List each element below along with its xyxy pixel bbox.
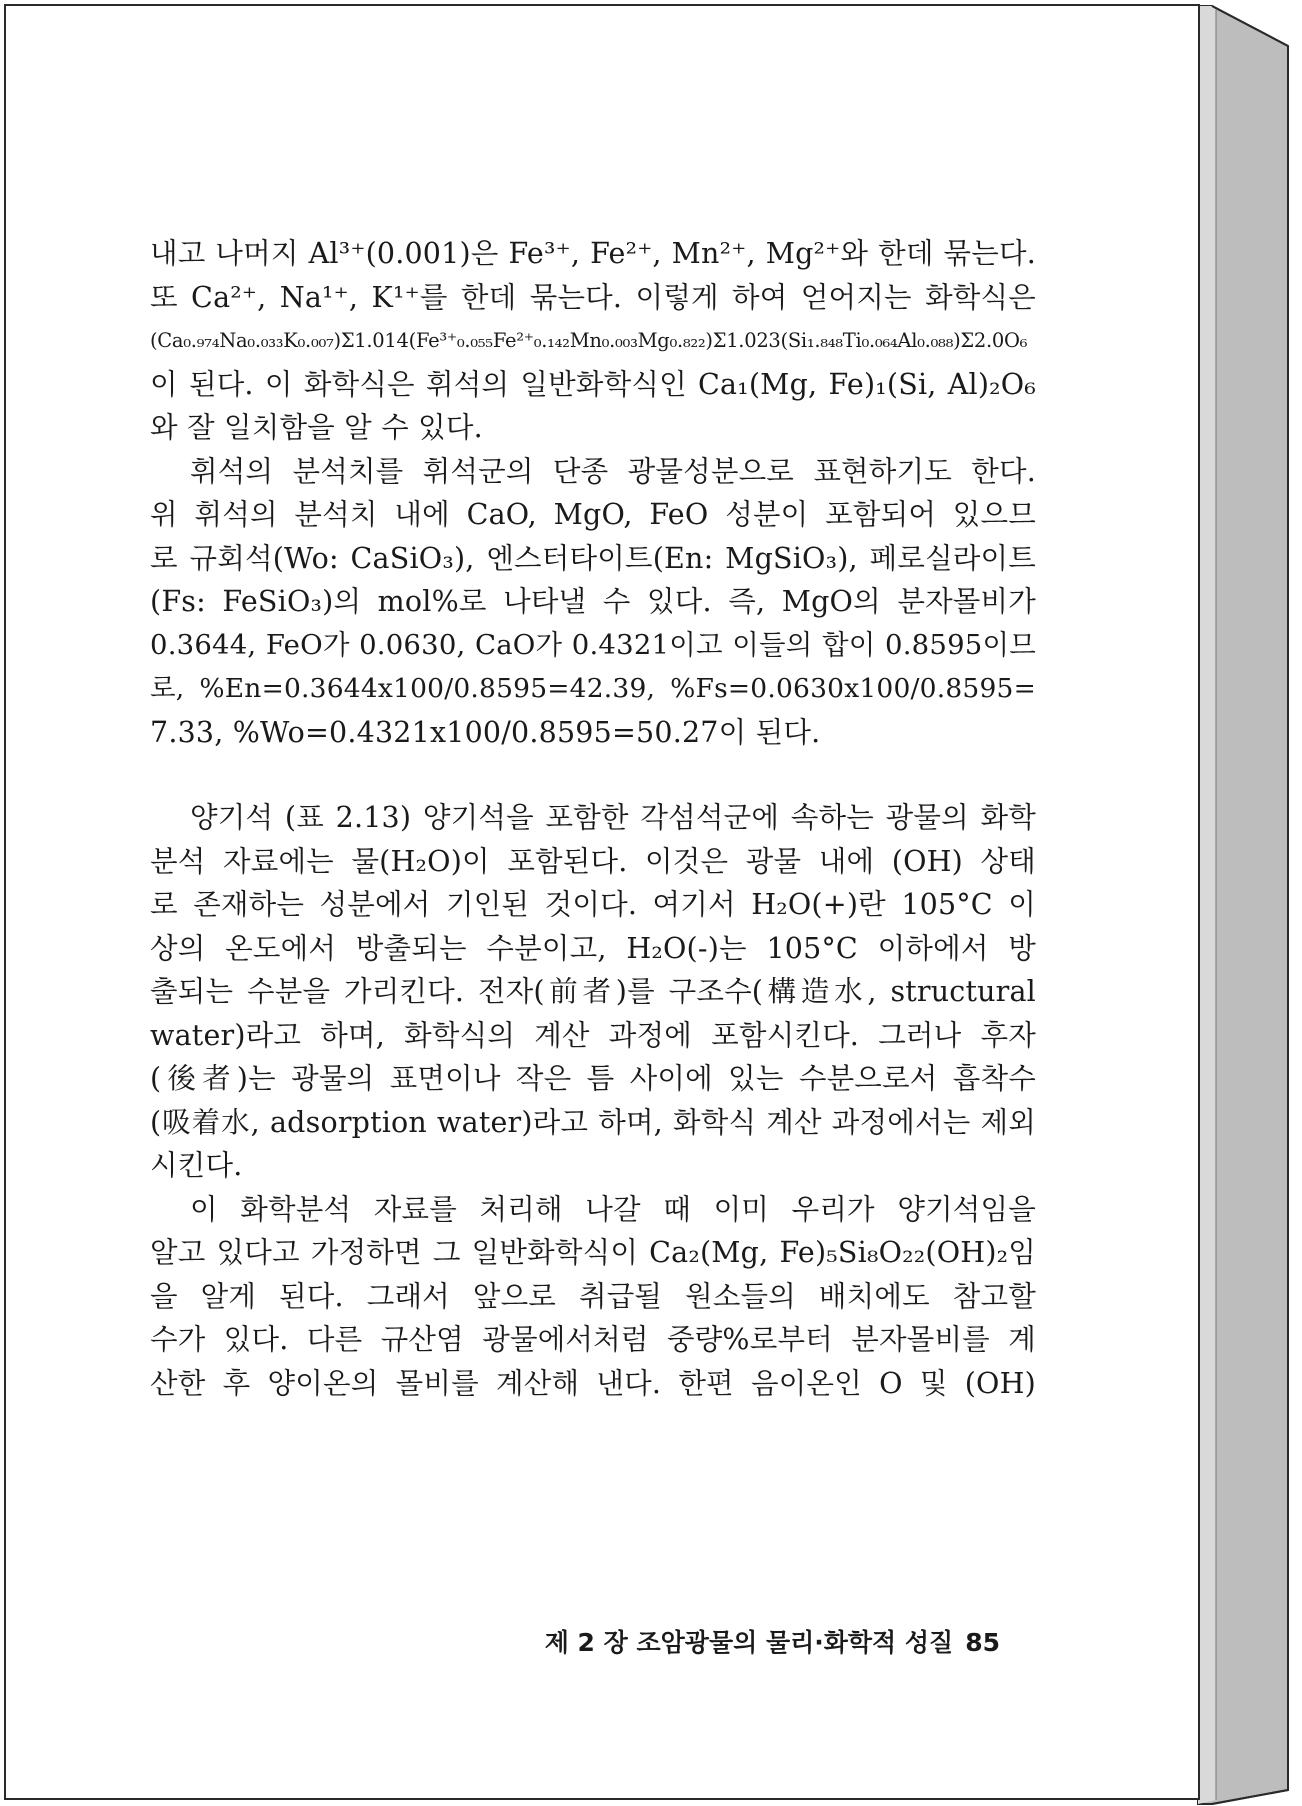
text-line: 수가 있다. 다른 규산염 광물에서처럼 중량%로부터 분자몰비를 계 [150, 1323, 1036, 1356]
text-line: 로, %En=0.3644x100/0.8595=42.39, %Fs=0.0630x100/0.8595= [150, 673, 1036, 704]
text-line: 7.33, %Wo=0.4321x100/0.8595=50.27이 된다. [150, 715, 821, 749]
text-line: 양기석 (표 2.13) 양기석을 포함한 각섬석군에 속하는 광물의 화학 [190, 801, 1036, 834]
text-line: 분석 자료에는 물(H₂O)이 포함된다. 이것은 광물 내에 (OH) 상태 [150, 844, 1036, 878]
text-line: 산한 후 양이온의 몰비를 계산해 낸다. 한편 음이온인 O 및 (OH) [150, 1366, 1036, 1400]
text-line: (Fs: FeSiO₃)의 mol%로 나타낼 수 있다. 즉, MgO의 분자몰비가 [150, 585, 1036, 618]
text-line: 출되는 수분을 가리킨다. 전자(前者)를 구조수(構造水, structural [150, 975, 1036, 1008]
text-line: (吸着水, adsorption water)라고 하며, 화학식 계산 과정에서는 제외 [150, 1105, 1036, 1139]
paragraph-endmember [150, 450, 1036, 755]
body-text [150, 232, 1036, 1405]
text-line: water)라고 하며, 화학식의 계산 과정에 포함시킨다. 그러나 후자 [150, 1018, 1036, 1052]
text-line: 이 화학분석 자료를 처리해 나갈 때 이미 우리가 양기석임을 [190, 1192, 1036, 1226]
chapter-title: 제 2 장 조암광물의 물리·화학적 성질 [544, 1628, 954, 1657]
text-line: 시킨다. [150, 1149, 243, 1182]
paragraph-processing [150, 1188, 1036, 1406]
text-line: 또 Ca²⁺, Na¹⁺, K¹⁺를 한데 묶는다. 이렇게 하여 얻어지는 화학식은 [150, 280, 1036, 314]
text-line: 위 휘석의 분석치 내에 CaO, MgO, FeO 성분이 포함되어 있으므 [150, 498, 1036, 531]
text-line: 0.3644, FeO가 0.0630, CaO가 0.4321이고 이들의 합이 0.8595이므 [150, 628, 1036, 661]
text-line: 이 된다. 이 화학식은 휘석의 일반화학식인 Ca₁(Mg, Fe)₁(Si, Al)₂O₆ [150, 367, 1036, 401]
text-line: 을 알게 된다. 그래서 앞으로 취급될 원소들의 배치에도 참고할 [150, 1279, 1036, 1313]
text-line: 로 규회석(Wo: CaSiO₃), 엔스터타이트(En: MgSiO₃), 페로실라이트 [150, 541, 1036, 575]
text-line: 와 잘 일치함을 알 수 있다. [150, 411, 483, 444]
paragraph-amphibole [150, 796, 1036, 1188]
text-line: 알고 있다고 가정하면 그 일반화학식이 Ca₂(Mg, Fe)₅Si₈O₂₂(OH)₂임 [150, 1236, 1036, 1269]
text-line: (後者)는 광물의 표면이나 작은 틈 사이에 있는 수분으로서 흡착수 [150, 1062, 1036, 1095]
paragraph-formula [150, 232, 1036, 450]
text-line: 휘석의 분석치를 휘석군의 단종 광물성분으로 표현하기도 한다. [190, 454, 1036, 488]
page-number: 85 [965, 1628, 1000, 1657]
paragraph-gap [150, 754, 1036, 796]
text-line: (Ca₀.₉₇₄Na₀.₀₃₃K₀.₀₀₇)Σ1.014(Fe³⁺₀.₀₅₅Fe²⁺₀.₁₄₂Mn₀.₀₀₃Mg₀.₈₂₂)Σ1.023(Si₁.₈₄₈Ti₀.₀₆₄Al₀.₀₈₈)Σ2.0O₆ [150, 329, 1028, 352]
text-line: 상의 온도에서 방출되는 수분이고, H₂O(-)는 105°C 이하에서 방 [150, 931, 1036, 965]
text-line: 내고 나머지 Al³⁺(0.001)은 Fe³⁺, Fe²⁺, Mn²⁺, Mg²⁺와 한데 묶는다. [150, 237, 1036, 270]
page-footer [500, 1623, 1000, 1659]
text-line: 로 존재하는 성분에서 기인된 것이다. 여기서 H₂O(+)란 105°C 이 [150, 888, 1036, 921]
